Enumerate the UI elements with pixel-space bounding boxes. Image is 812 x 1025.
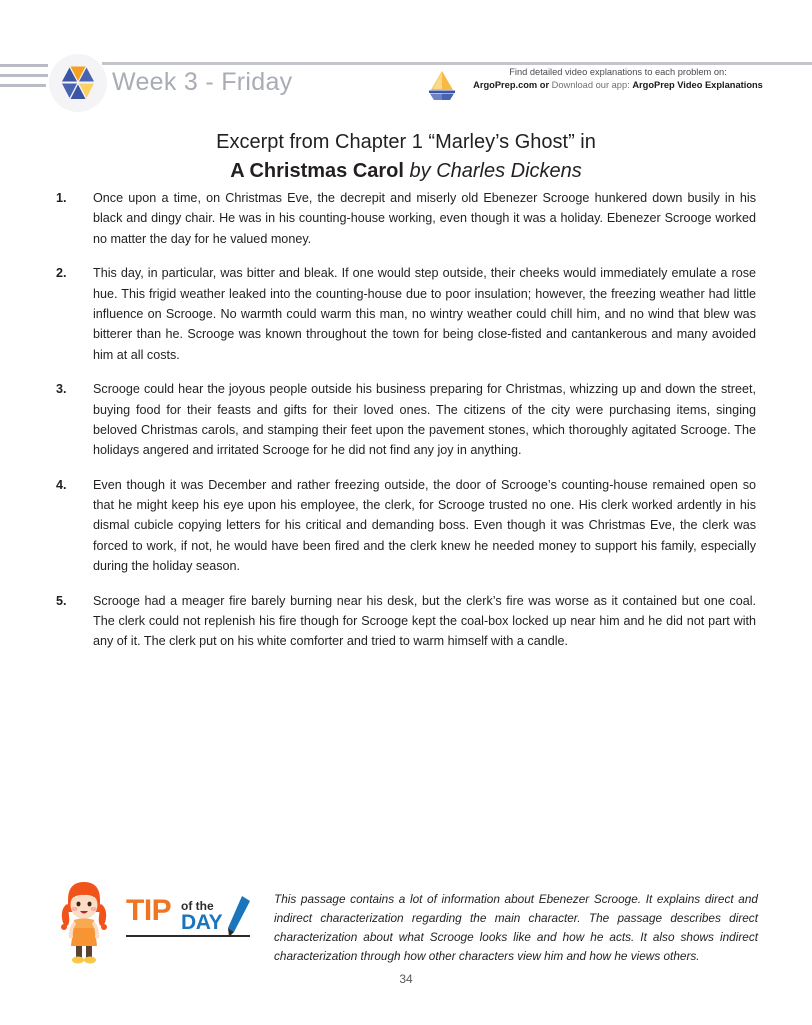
tip-text: This passage contains a lot of information about Ebenezer Scrooge. It explains direct and indirect characterization regarding the main character. The passage describes direct characterization about what Scrooge looks like and how he acts. It also shows indirect characterization through how other characters view him and how he views others. — [274, 892, 758, 964]
promo-text-block — [472, 66, 764, 93]
passage-title — [56, 128, 756, 186]
paragraph-text: Even though it was December and rather freezing outside, the door of Scrooge’s counting-house remained open so that he might keep his eye upon his employee, the clerk, for Scrooge trusted no one. His clerk worked ardently in his dismal cubicle copying letters for his critical and demanding boss. Even though it was Christmas Eve, the clerk was forced to work, if not, he would have been fired and the clerk knew he needed money to support his family, especially during the holiday season. — [93, 477, 756, 574]
passage-paragraph — [56, 263, 756, 365]
hexagon-triangles-icon — [49, 54, 107, 112]
tip-of-the-day-section — [0, 872, 812, 972]
promo-line-1: Find detailed video explanations to each problem on: — [509, 67, 727, 77]
svg-text:of the: of the — [181, 899, 214, 913]
paragraph-number: 5. — [56, 593, 67, 608]
promo-site: ArgoPrep.com or — [473, 80, 550, 91]
girl-character-icon — [56, 876, 112, 964]
passage-paragraph — [56, 591, 756, 652]
paragraph-number: 3. — [56, 382, 67, 397]
page-header — [0, 0, 812, 120]
svg-text:DAY: DAY — [181, 911, 223, 934]
paragraph-number: 1. — [56, 191, 67, 205]
passage-paragraph — [56, 379, 756, 461]
passage-paragraph — [56, 475, 756, 577]
passage-body — [56, 188, 756, 666]
paragraph-number: 4. — [56, 477, 67, 492]
svg-text:TIP: TIP — [126, 894, 172, 927]
video-explanations-promo[interactable] — [424, 66, 764, 106]
paragraph-text: Once upon a time, on Christmas Eve, the decrepit and miserly old Ebenezer Scrooge hunkered down busily in his black and dingy chair. He was in his counting-house working, even though it was a holiday. Ebenezer Scrooge worked no matter the day for he valued money. — [93, 191, 756, 246]
page-title: Week 3 - Friday — [112, 68, 293, 96]
paragraph-text: Scrooge had a meager fire barely burning near his desk, but the clerk’s fire was worse as it contained but one coal. The clerk could not replenish his fire though for Scrooge kept the coal-box locked up near him and he did not part with any of it. The clerk put on his white comforter and tried to warm himself with a candle. — [93, 593, 756, 649]
paragraph-text: Scrooge could hear the joyous people outside his business preparing for Christmas, whizzing up and down the street, buying food for their feasts and gifts for their loved ones. The citizens of the city were purchasing items, singing beloved Christmas carols, and stamping their feet upon the pavement stones, which thoroughly agitated Scrooge. The holidays angered and irritated Scrooge for he did not find any joy in anything. — [93, 382, 756, 458]
header-divider — [102, 62, 812, 65]
page-number: 34 — [399, 972, 413, 986]
passage-author: by Charles Dickens — [403, 160, 582, 182]
paragraph-text: This day, in particular, was bitter and bleak. If one would step outside, their cheeks would immediately emulate a rose hue. This frigid weather leaked into the counting-house due to poor insulation; however, the freezing weather had little influence on Scrooge. No warmth could warm this man, no wintry weather could chill him, and no wind that blew was bitterer than he. Scrooge was known throughout the town for being close-fisted and cantankerous and many avoided him at all costs. — [93, 266, 756, 362]
promo-app-prefix: Download our app: — [551, 80, 630, 91]
tip-of-the-day-logo — [126, 890, 262, 946]
decorative-lines-icon — [0, 64, 50, 94]
sailboat-icon — [424, 68, 460, 102]
pencil-icon — [228, 896, 250, 937]
passage-paragraph — [56, 188, 756, 249]
promo-app-name: ArgoPrep Video Explanations — [632, 80, 763, 91]
passage-work-title: A Christmas Carol — [230, 160, 404, 182]
promo-line-2 — [472, 79, 764, 92]
passage-title-line1: Excerpt from Chapter 1 “Marley’s Ghost” in — [216, 131, 596, 153]
passage-title-line2 — [56, 157, 756, 186]
paragraph-number: 2. — [56, 266, 67, 281]
